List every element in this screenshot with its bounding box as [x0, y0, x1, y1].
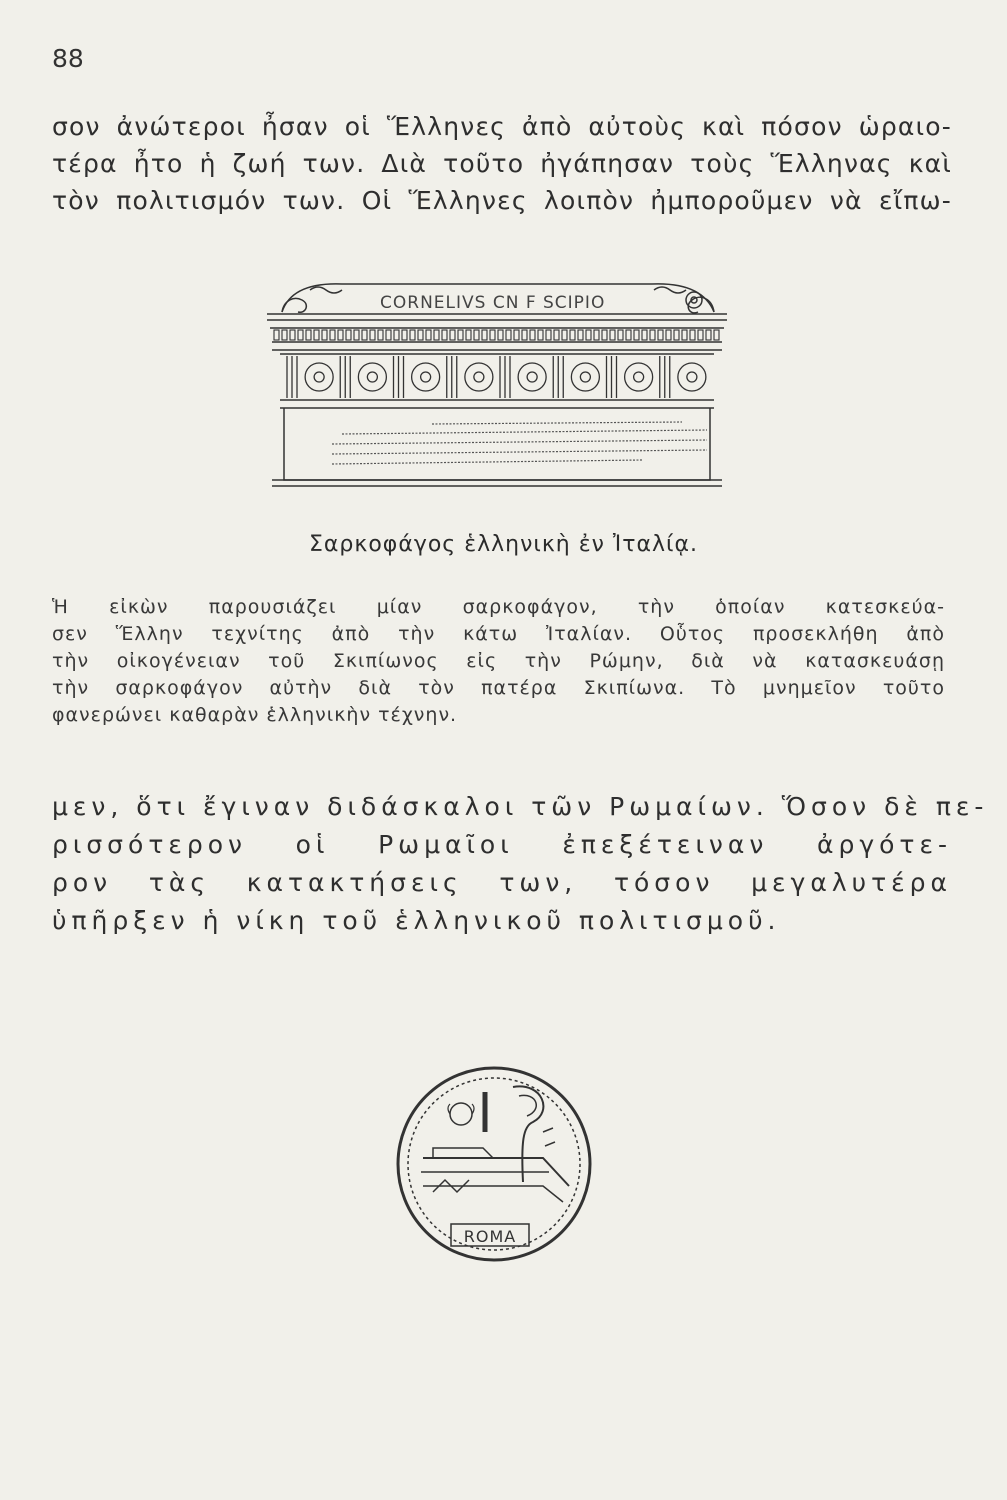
text-line: τὸν πολιτισμόν των. Οἱ Ἕλληνες λοιπὸν ἠμποροῦμεν νὰ εἴπω- [52, 186, 952, 215]
text-line: ρον τὰς κατακτήσεις των, τόσον μεγαλυτέρα [52, 868, 952, 897]
text-line: τέρα ἦτο ἡ ζωή των. Διὰ τοῦτο ἠγάπησαν τοὺς Ἕλληνας καὶ [52, 149, 952, 178]
caption-line: Ἡ εἰκὼν παρουσιάζει μίαν σαρκοφάγον, τὴν ὁποίαν κατεσκεύα- [52, 596, 945, 618]
caption-text [52, 594, 945, 729]
paragraph-top [52, 108, 952, 219]
paragraph-bottom [52, 788, 989, 940]
caption-line: φανερώνει καθαρὰν ἑλληνικὴν τέχνην. [52, 704, 458, 726]
text-line: μεν, ὅτι ἔγιναν διδάσκαλοι τῶν Ρωμαίων. Ὅσον δὲ πε- [52, 792, 989, 821]
text-line: ὑπῆρξεν ἡ νίκη τοῦ ἑλληνικοῦ πολιτισμοῦ. [52, 906, 781, 935]
coin-legend: ROMA [463, 1227, 517, 1246]
text-line: σον ἀνώτεροι ἦσαν οἱ Ἕλληνες ἀπὸ αὐτοὺς καὶ πόσον ὡραιο- [52, 112, 952, 141]
page-number: 88 [52, 44, 84, 73]
figure-caption: Σαρκοφάγος ἑλληνικὴ ἐν Ἰταλίᾳ. [309, 532, 698, 557]
caption-line: σεν Ἕλλην τεχνίτης ἀπὸ τὴν κάτω Ἰταλίαν. Οὗτος προσεκλήθη ἀπὸ [52, 623, 945, 645]
sarcophagus-illustration [262, 270, 732, 505]
text-line: ρισσότερον οἱ Ρωμαῖοι ἐπεξέτειναν ἀργότε- [52, 830, 952, 859]
caption-line: τὴν σαρκοφάγον αὐτὴν διὰ τὸν πατέρα Σκιπίωνα. Τὸ μνημεῖον τοῦτο [52, 677, 945, 699]
roman-coin-illustration [393, 1062, 595, 1267]
caption-line: τὴν οἰκογένειαν τοῦ Σκιπίωνος εἰς τὴν Ρώμην, διὰ νὰ κατασκευάσῃ [52, 650, 945, 672]
sarcophagus-inscription: CORNELIVS CN F SCIPIO [380, 293, 606, 313]
